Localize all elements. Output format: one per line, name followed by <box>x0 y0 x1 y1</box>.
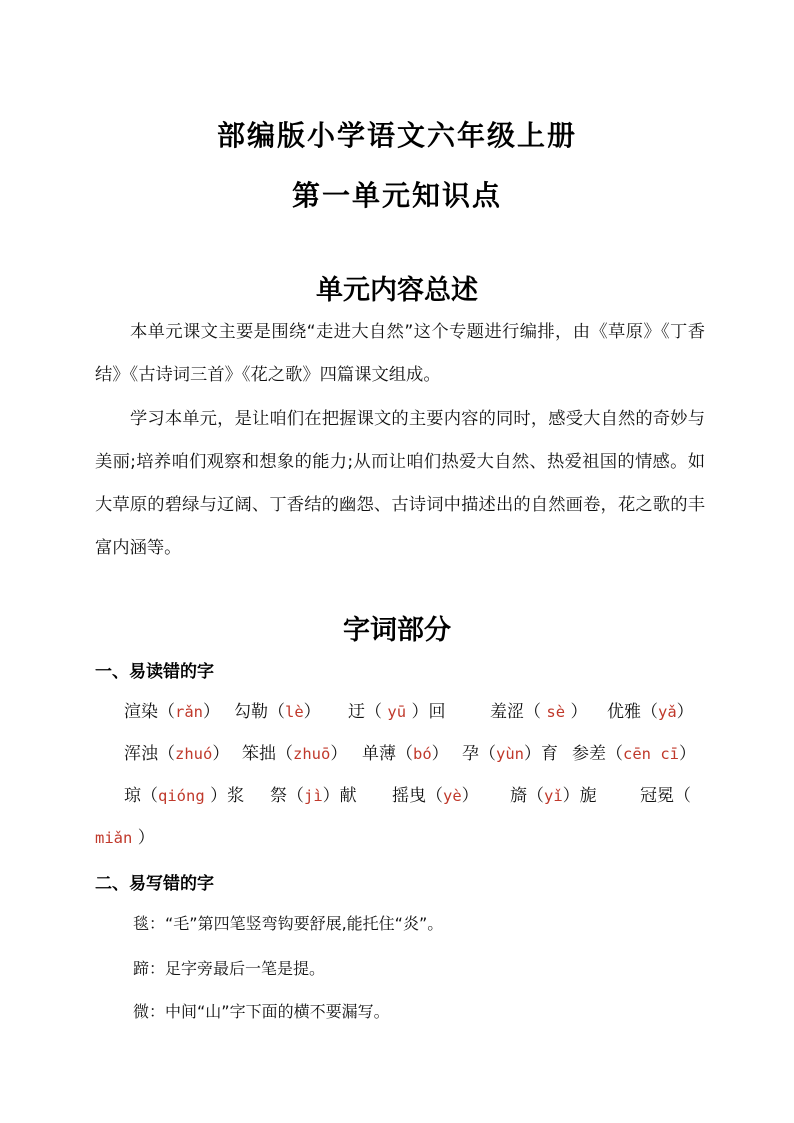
miswrite-item: 毯：“毛”第四笔竖弯钩要舒展,能托住“炎”。 <box>133 914 444 933</box>
miswrite-item: 蹄：足字旁最后一笔是提。 <box>133 959 326 978</box>
pinyin: zhuō <box>293 745 331 763</box>
pinyin: yùn <box>496 745 524 763</box>
misread-item: 羞涩（ sè ） <box>490 702 588 722</box>
pinyin: lè <box>285 703 304 721</box>
pinyin: miǎn <box>95 829 133 847</box>
misread-item: 摇曳（yè） <box>392 786 479 806</box>
misread-item: 旖（yǐ）旎 <box>510 786 597 806</box>
misread-item: 迂（ yū ）回 <box>348 702 446 722</box>
pinyin: rǎn <box>175 703 203 721</box>
misread-item: 单薄（bó） <box>362 744 449 764</box>
document-title: 部编版小学语文六年级上册 <box>216 119 577 152</box>
pinyin: yè <box>443 787 462 805</box>
misread-item: 冠冕（ <box>640 786 691 806</box>
misread-item: 祭（jì）献 <box>270 786 357 806</box>
summary-paragraph-1: 本单元课文主要是围绕“走进大自然”这个专题进行编排，由《草原》《丁香结》《古诗词三首》《花之歌》四篇课文组成。 <box>95 322 705 385</box>
pinyin: jì <box>304 787 323 805</box>
pinyin: cēn cī <box>623 745 679 763</box>
pinyin: bó <box>413 745 432 763</box>
misread-item: 渲染（rǎn） <box>124 702 220 722</box>
pinyin: qióng <box>158 787 205 805</box>
misread-item: 琼（qióng ）浆 <box>124 786 245 806</box>
document-subtitle: 第一单元知识点 <box>291 179 502 212</box>
miswrite-heading: 二、易写错的字 <box>95 874 214 894</box>
summary-paragraph-2: 学习本单元，是让咱们在把握课文的主要内容的同时，感受大自然的奇妙与美丽;培养咱们观察和想象的能力;从而让咱们热爱大自然、热爱祖国的情感。如大草原的碧绿与辽阔、丁香结的幽怨、古诗词中描述出的自然画卷，花之歌的丰富内涵等。 <box>95 409 705 558</box>
section-heading-vocab: 字词部分 <box>343 615 451 646</box>
misread-heading: 一、易读错的字 <box>95 662 214 682</box>
miswrite-item: 微：中间“山”字下面的横不要漏写。 <box>133 1002 390 1021</box>
misread-item: 参差（cēn cī） <box>572 744 696 764</box>
pinyin: zhuó <box>175 745 213 763</box>
misread-item: 笨拙（zhuō） <box>242 744 348 764</box>
section-heading-summary: 单元内容总述 <box>316 275 478 306</box>
pinyin: yǎ <box>658 703 677 721</box>
misread-item: 浑浊（zhuó） <box>124 744 230 764</box>
misread-item: 勾勒（lè） <box>234 702 321 722</box>
misread-item: 孕（yùn）育 <box>462 744 558 764</box>
misread-item-continuation: miǎn ） <box>95 828 155 848</box>
pinyin: yǐ <box>544 787 563 805</box>
pinyin: sè <box>546 703 566 721</box>
misread-item: 优雅（yǎ） <box>607 702 694 722</box>
pinyin: yū <box>387 703 407 721</box>
